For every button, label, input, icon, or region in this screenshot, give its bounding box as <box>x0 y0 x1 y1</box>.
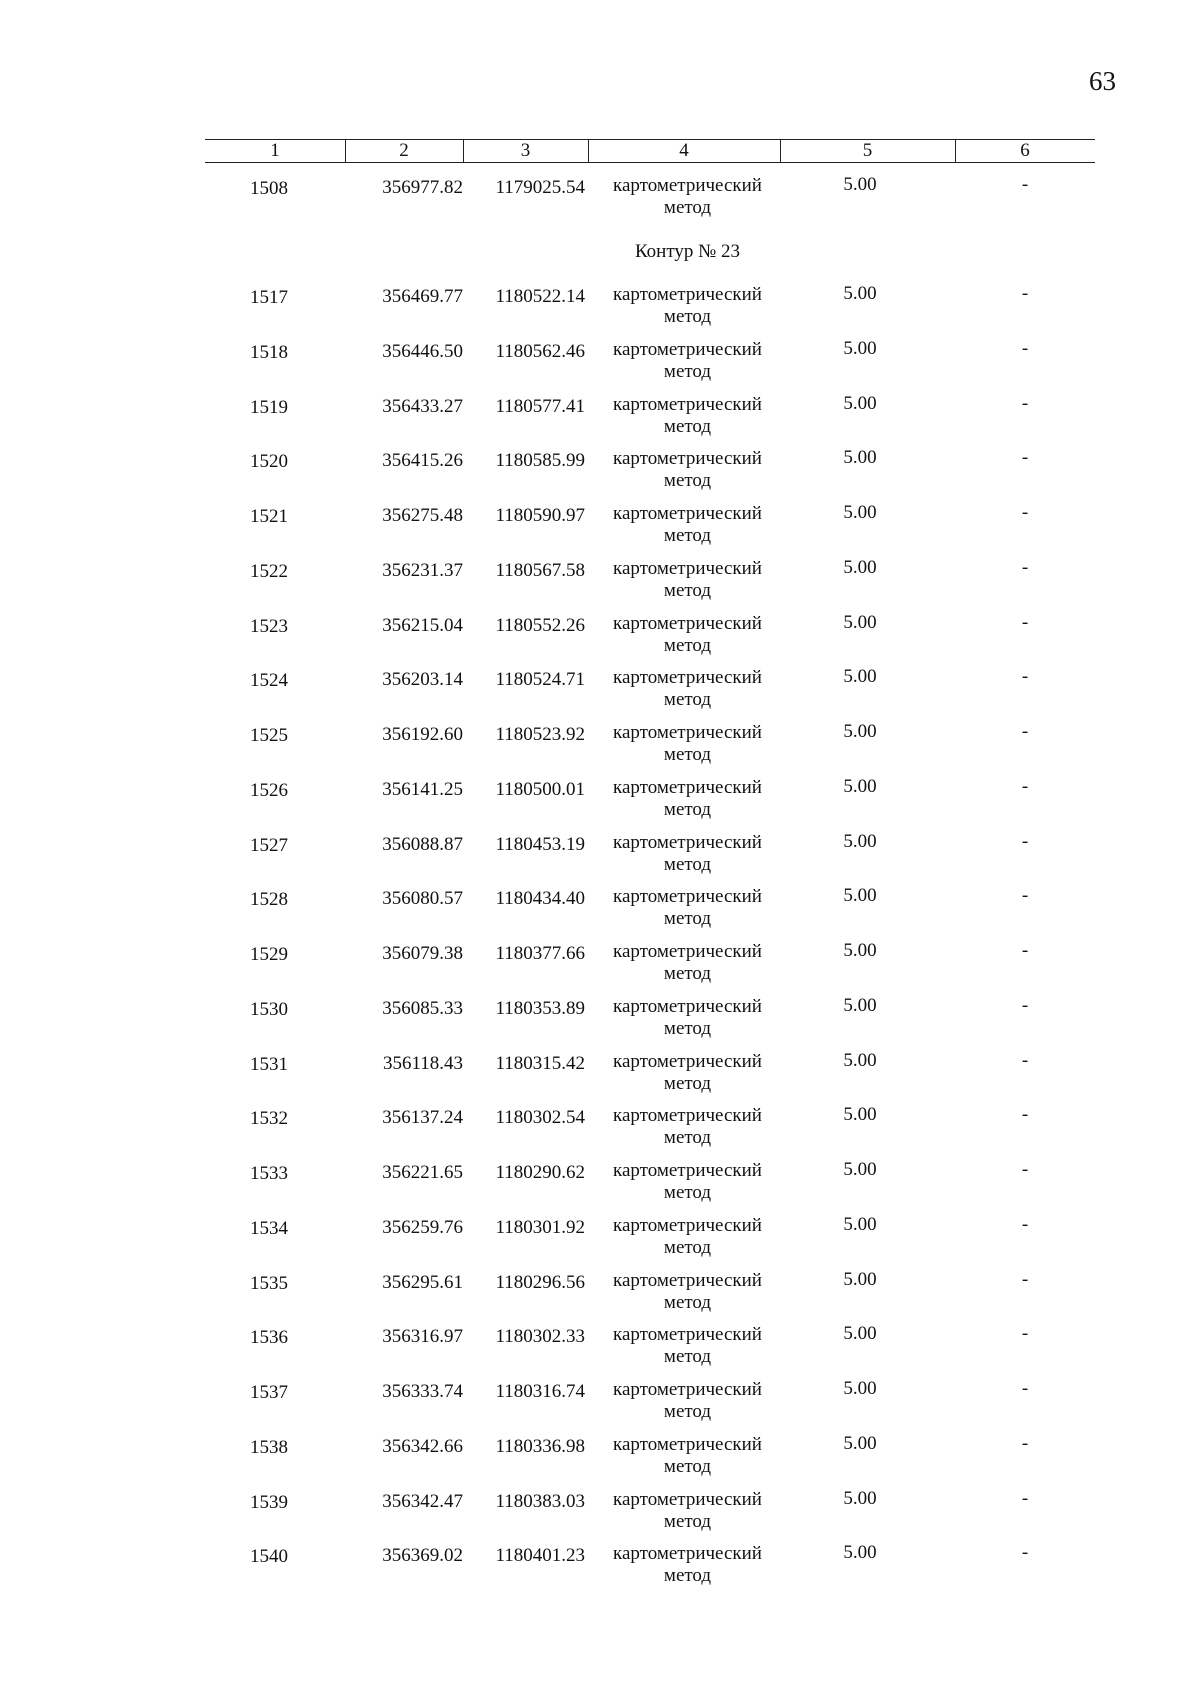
table-row <box>0 447 1200 499</box>
method: картометрический метод <box>613 338 762 382</box>
method: картометрический метод <box>613 1105 762 1149</box>
header-cell-6: 6 <box>1020 140 1030 161</box>
point-id: 1534 <box>250 1217 288 1239</box>
y-coordinate: 1180434.40 <box>495 888 585 910</box>
x-coordinate: 356137.24 <box>382 1107 463 1129</box>
y-coordinate: 1180522.14 <box>495 286 585 307</box>
note: - <box>1021 283 1029 304</box>
note: - <box>1021 1542 1029 1564</box>
x-coordinate: 356118.43 <box>382 1052 463 1074</box>
table-row <box>0 1050 1200 1102</box>
point-id: 1519 <box>250 396 288 418</box>
accuracy: 5.00 <box>843 502 877 523</box>
accuracy: 5.00 <box>843 1323 877 1345</box>
x-coordinate: 356369.02 <box>382 1545 463 1567</box>
table-row <box>0 502 1200 554</box>
accuracy: 5.00 <box>843 611 877 633</box>
method: картометрический метод <box>613 612 762 656</box>
x-coordinate: 356259.76 <box>382 1216 463 1238</box>
accuracy: 5.00 <box>843 830 877 852</box>
point-id: 1520 <box>250 451 288 473</box>
table-row <box>0 1433 1200 1485</box>
method: картометрический метод <box>613 1543 762 1587</box>
table-row <box>0 1542 1200 1594</box>
table-row <box>0 776 1200 828</box>
y-coordinate: 1180577.41 <box>495 395 585 417</box>
table-row <box>0 612 1200 664</box>
table-row <box>0 885 1200 937</box>
accuracy: 5.00 <box>843 283 877 304</box>
accuracy: 5.00 <box>843 556 877 578</box>
x-coordinate: 356141.25 <box>382 778 463 800</box>
method: картометрический метод <box>613 667 762 711</box>
y-coordinate: 1180401.23 <box>495 1545 585 1567</box>
x-coordinate: 356342.47 <box>382 1490 463 1512</box>
table-row <box>0 831 1200 883</box>
y-coordinate: 1180290.62 <box>495 1162 585 1183</box>
note: - <box>1021 1049 1029 1071</box>
table-row <box>0 666 1200 718</box>
note: - <box>1021 392 1029 414</box>
note: - <box>1021 447 1029 469</box>
method: картометрический метод <box>613 776 762 820</box>
y-coordinate: 1180567.58 <box>495 559 585 581</box>
method: картометрический метод <box>613 1269 762 1313</box>
x-coordinate: 356275.48 <box>382 505 463 526</box>
accuracy: 5.00 <box>843 1104 877 1126</box>
point-id: 1517 <box>250 287 288 308</box>
y-coordinate: 1180315.42 <box>495 1052 585 1074</box>
point-id: 1526 <box>250 779 288 801</box>
y-coordinate: 1180562.46 <box>495 340 585 362</box>
table-row <box>0 1159 1200 1211</box>
point-id: 1537 <box>250 1382 288 1403</box>
x-coordinate: 356221.65 <box>382 1162 463 1183</box>
accuracy: 5.00 <box>843 994 877 1016</box>
point-id: 1527 <box>250 834 288 856</box>
note: - <box>1021 1213 1029 1235</box>
point-id: 1532 <box>250 1108 288 1130</box>
point-id: 1535 <box>250 1272 288 1294</box>
table-row <box>0 721 1200 773</box>
method: картометрический метод <box>613 722 762 765</box>
x-coordinate: 356295.61 <box>382 1271 463 1293</box>
method: картометрический метод <box>613 941 762 984</box>
method: картометрический метод <box>613 886 762 930</box>
accuracy: 5.00 <box>843 1487 877 1509</box>
x-coordinate: 356231.37 <box>382 559 463 581</box>
header-bottom-rule <box>205 162 1095 163</box>
point-id: 1528 <box>250 889 288 911</box>
point-id: 1525 <box>250 725 288 746</box>
table-row <box>0 338 1200 390</box>
accuracy: 5.00 <box>843 1049 877 1071</box>
point-id: 1531 <box>250 1053 288 1075</box>
point-id: 1539 <box>250 1491 288 1513</box>
accuracy: 5.00 <box>843 940 877 961</box>
x-coordinate: 356316.97 <box>382 1326 463 1348</box>
point-id: 1523 <box>250 615 288 637</box>
point-id: 1521 <box>250 506 288 527</box>
table-row <box>0 1323 1200 1375</box>
note: - <box>1021 502 1029 523</box>
y-coordinate: 1179025.54 <box>495 177 585 198</box>
method: картометрический метод <box>613 1488 762 1532</box>
table-header <box>205 132 1095 162</box>
header-cell-1: 1 <box>270 140 280 161</box>
x-coordinate: 356469.77 <box>382 286 463 307</box>
y-coordinate: 1180301.92 <box>495 1216 585 1238</box>
point-id: 1518 <box>250 341 288 363</box>
point-id: 1508 <box>250 178 288 199</box>
x-coordinate: 356088.87 <box>382 833 463 855</box>
accuracy: 5.00 <box>843 1378 877 1399</box>
note: - <box>1021 1378 1029 1399</box>
y-coordinate: 1180585.99 <box>495 450 585 472</box>
point-id: 1530 <box>250 998 288 1020</box>
table-row-first <box>0 174 1200 226</box>
x-coordinate: 356080.57 <box>382 888 463 910</box>
note: - <box>1021 337 1029 359</box>
note: - <box>1021 830 1029 852</box>
note: - <box>1021 666 1029 688</box>
y-coordinate: 1180302.33 <box>495 1326 585 1348</box>
y-coordinate: 1180302.54 <box>495 1107 585 1129</box>
table-row <box>0 940 1200 992</box>
y-coordinate: 1180336.98 <box>495 1435 585 1457</box>
table-row <box>0 995 1200 1047</box>
y-coordinate: 1180500.01 <box>495 778 585 800</box>
accuracy: 5.00 <box>843 666 877 688</box>
y-coordinate: 1180552.26 <box>495 614 585 636</box>
y-coordinate: 1180383.03 <box>495 1490 585 1512</box>
method: картометрический метод <box>613 1433 762 1477</box>
accuracy: 5.00 <box>843 392 877 414</box>
accuracy: 5.00 <box>843 885 877 907</box>
accuracy: 5.00 <box>843 1159 877 1180</box>
method: картометрический метод <box>613 175 762 218</box>
table-row <box>0 557 1200 609</box>
method: картометрический метод <box>613 284 762 327</box>
point-id: 1540 <box>250 1546 288 1568</box>
x-coordinate: 356085.33 <box>382 997 463 1019</box>
x-coordinate: 356079.38 <box>382 943 463 964</box>
point-id: 1529 <box>250 944 288 965</box>
x-coordinate: 356342.66 <box>382 1435 463 1457</box>
x-coordinate: 356333.74 <box>382 1381 463 1402</box>
note: - <box>1021 721 1029 742</box>
table-row <box>0 1214 1200 1266</box>
note: - <box>1021 885 1029 907</box>
method: картометрический метод <box>613 831 762 875</box>
accuracy: 5.00 <box>843 775 877 797</box>
point-id: 1533 <box>250 1163 288 1184</box>
x-coordinate: 356446.50 <box>382 340 463 362</box>
method: картометрический метод <box>613 448 762 492</box>
note: - <box>1021 940 1029 961</box>
x-coordinate: 356977.82 <box>382 177 463 198</box>
note: - <box>1021 1432 1029 1454</box>
table-row <box>0 1488 1200 1540</box>
x-coordinate: 356192.60 <box>382 724 463 745</box>
note: - <box>1021 775 1029 797</box>
note: - <box>1021 556 1029 578</box>
accuracy: 5.00 <box>843 174 877 195</box>
method: картометрический метод <box>613 995 762 1039</box>
header-cell-3: 3 <box>520 140 531 161</box>
header-cell-2: 2 <box>399 140 409 161</box>
accuracy: 5.00 <box>843 721 877 742</box>
method: картометрический метод <box>613 393 762 437</box>
y-coordinate: 1180353.89 <box>495 997 585 1019</box>
table-row <box>0 1378 1200 1430</box>
accuracy: 5.00 <box>843 1542 877 1564</box>
note: - <box>1021 174 1029 195</box>
x-coordinate: 356415.26 <box>382 450 463 472</box>
note: - <box>1021 1268 1029 1290</box>
note: - <box>1021 1323 1029 1345</box>
method: картометрический метод <box>613 1214 762 1258</box>
point-id: 1522 <box>250 560 288 582</box>
y-coordinate: 1180523.92 <box>495 724 585 745</box>
point-id: 1524 <box>250 670 288 692</box>
y-coordinate: 1180590.97 <box>495 505 585 526</box>
header-cell-5: 5 <box>862 140 873 161</box>
y-coordinate: 1180524.71 <box>495 669 585 691</box>
note: - <box>1021 994 1029 1016</box>
point-id: 1536 <box>250 1327 288 1349</box>
note: - <box>1021 611 1029 633</box>
note: - <box>1021 1159 1029 1180</box>
y-coordinate: 1180453.19 <box>495 833 585 855</box>
method: картометрический метод <box>613 1160 762 1203</box>
method: картометрический метод <box>613 1379 762 1422</box>
y-coordinate: 1180316.74 <box>495 1381 585 1402</box>
table-row <box>0 1104 1200 1156</box>
method: картометрический метод <box>613 1324 762 1368</box>
x-coordinate: 356215.04 <box>382 614 463 636</box>
accuracy: 5.00 <box>843 447 877 469</box>
method: картометрический метод <box>613 503 762 546</box>
accuracy: 5.00 <box>843 1432 877 1454</box>
note: - <box>1021 1487 1029 1509</box>
accuracy: 5.00 <box>843 337 877 359</box>
x-coordinate: 356203.14 <box>382 669 463 691</box>
note: - <box>1021 1104 1029 1126</box>
page-number: 63 <box>1089 66 1116 96</box>
method: картометрический метод <box>613 557 762 601</box>
y-coordinate: 1180377.66 <box>495 943 585 964</box>
section-title: Контур № 23 <box>634 241 741 262</box>
table-row <box>0 283 1200 335</box>
table-row <box>0 1269 1200 1321</box>
x-coordinate: 356433.27 <box>382 395 463 417</box>
y-coordinate: 1180296.56 <box>495 1271 585 1293</box>
header-cell-4: 4 <box>679 140 689 161</box>
method: картометрический метод <box>613 1050 762 1094</box>
table-row <box>0 393 1200 445</box>
accuracy: 5.00 <box>843 1268 877 1290</box>
point-id: 1538 <box>250 1436 288 1458</box>
accuracy: 5.00 <box>843 1213 877 1235</box>
